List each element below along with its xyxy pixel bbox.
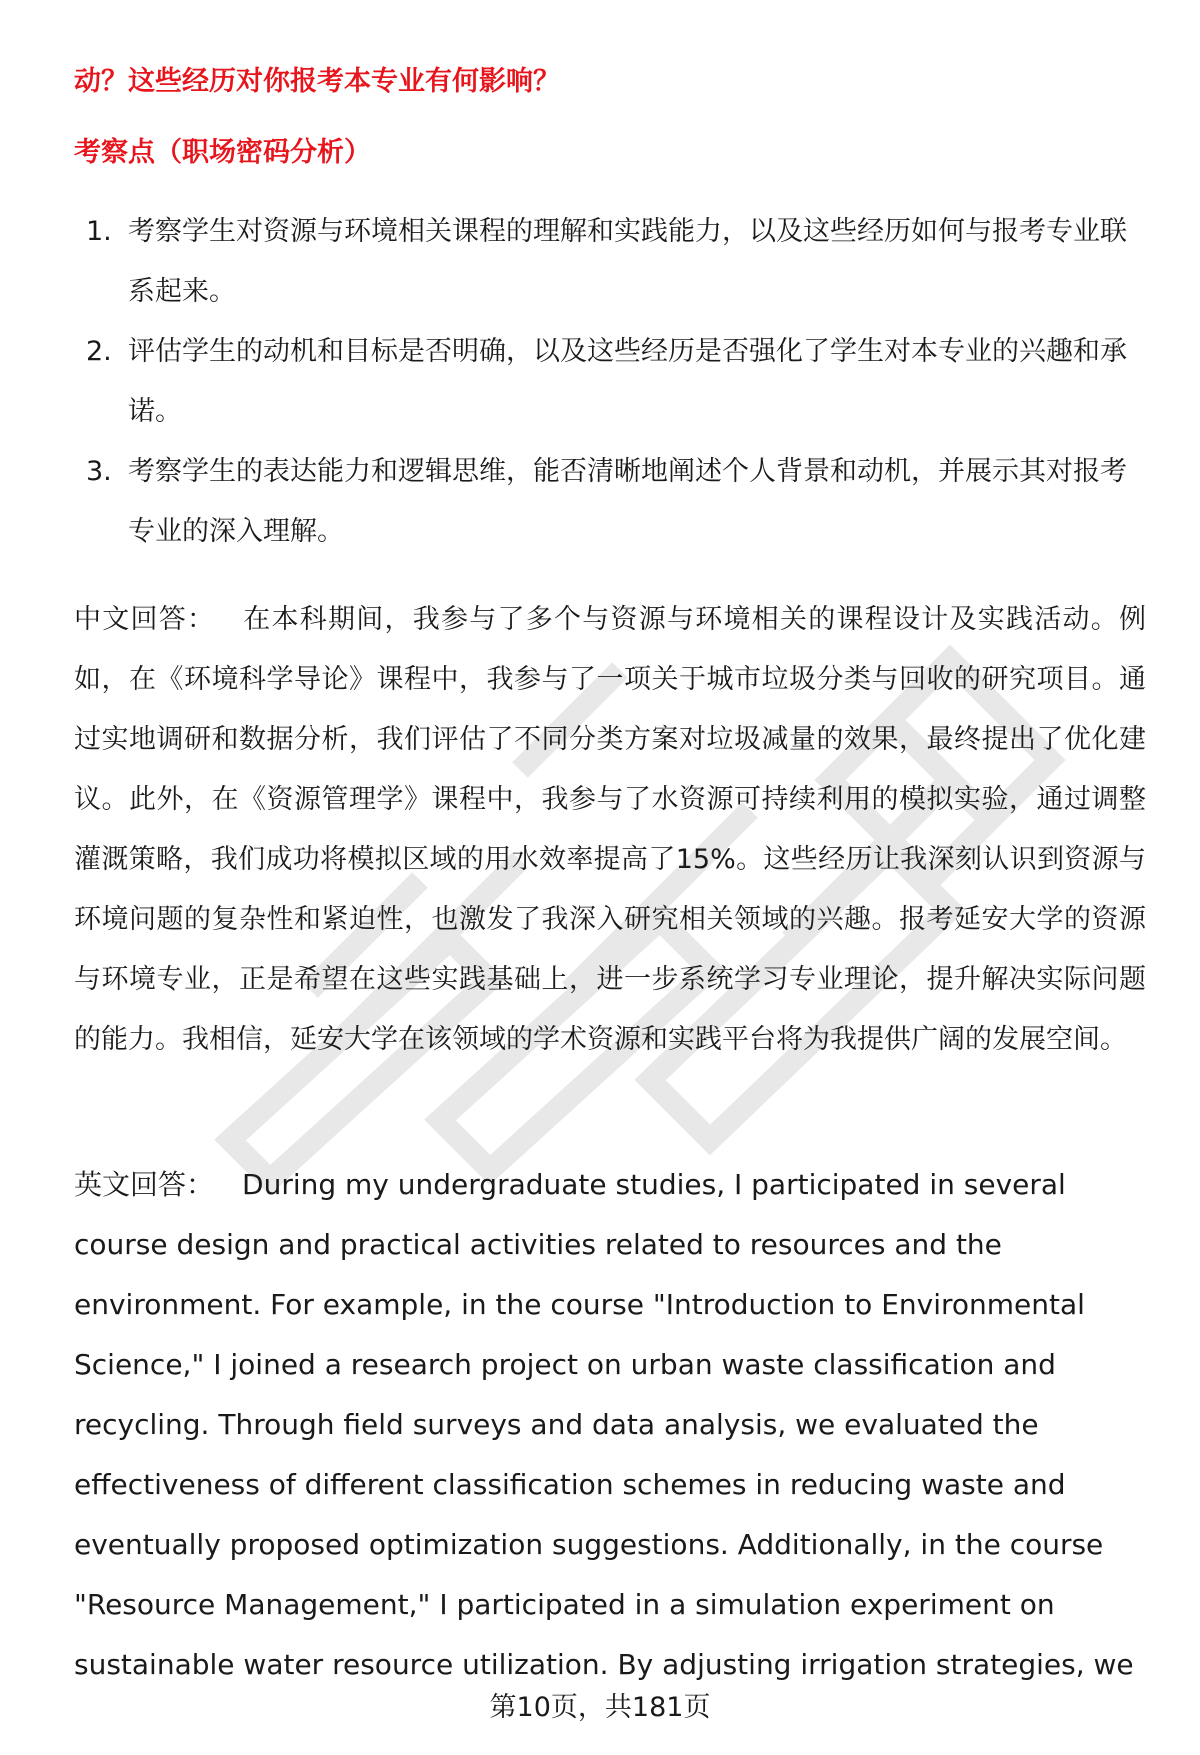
english-answer-paragraph [74, 1155, 1139, 1695]
page-number-footer: 第10页，共181页 [489, 1692, 711, 1723]
list-item-text: 考察学生对资源与环境相关课程的理解和实践能力，以及这些经历如何与报考专业联系起来。 [128, 216, 1127, 307]
assessment-points-list [74, 202, 1146, 562]
section-title: 考察点（职场密码分析） [74, 137, 371, 168]
list-item-text: 评估学生的动机和目标是否明确，以及这些经历是否强化了学生对本专业的兴趣和承诺。 [128, 336, 1127, 427]
list-item [74, 322, 1146, 442]
list-item-number: 3. [86, 456, 112, 487]
question-heading-continuation: 动？这些经历对你报考本专业有何影响？ [74, 66, 560, 97]
chinese-answer-label: 中文回答： [74, 604, 216, 635]
list-item [74, 202, 1146, 322]
english-answer-label: 英文回答： [74, 1168, 215, 1201]
list-item-number: 2. [86, 336, 112, 367]
english-answer-text: During my undergraduate studies, I participated in several course design and practical activities related to resources and the environment. For example, in the course "Introduction to Environmental Science," I joined a research project on urban waste classification and recycling. Through field surveys and data analysis, we evaluated the effectiveness of different classification schemes in reducing waste and eventually proposed optimization suggestions. Additionally, in the course "Resource Management," I participated in a simulation experiment on sustainable water resource utilization. By adjusting irrigation strategies, we [74, 1168, 1134, 1681]
list-item-number: 1. [86, 216, 112, 247]
chinese-answer-text: 在本科期间，我参与了多个与资源与环境相关的课程设计及实践活动。例如，在《环境科学导论》课程中，我参与了一项关于城市垃圾分类与回收的研究项目。通过实地调研和数据分析，我们评估了不同分类方案对垃圾减量的效果，最终提出了优化建议。此外，在《资源管理学》课程中，我参与了水资源可持续利用的模拟实验，通过调整灌溉策略，我们成功将模拟区域的用水效率提高了15%。这些经历让我深刻认识到资源与环境问题的复杂性和紧迫性，也激发了我深入研究相关领域的兴趣。报考延安大学的资源与环境专业，正是希望在这些实践基础上，进一步系统学习专业理论，提升解决实际问题的能力。我相信，延安大学在该领域的学术资源和实践平台将为我提供广阔的发展空间。 [74, 604, 1146, 1055]
list-item-text: 考察学生的表达能力和逻辑思维，能否清晰地阐述个人背景和动机，并展示其对报考专业的深入理解。 [128, 456, 1127, 547]
list-item [74, 442, 1146, 562]
chinese-answer-paragraph [74, 590, 1146, 1070]
